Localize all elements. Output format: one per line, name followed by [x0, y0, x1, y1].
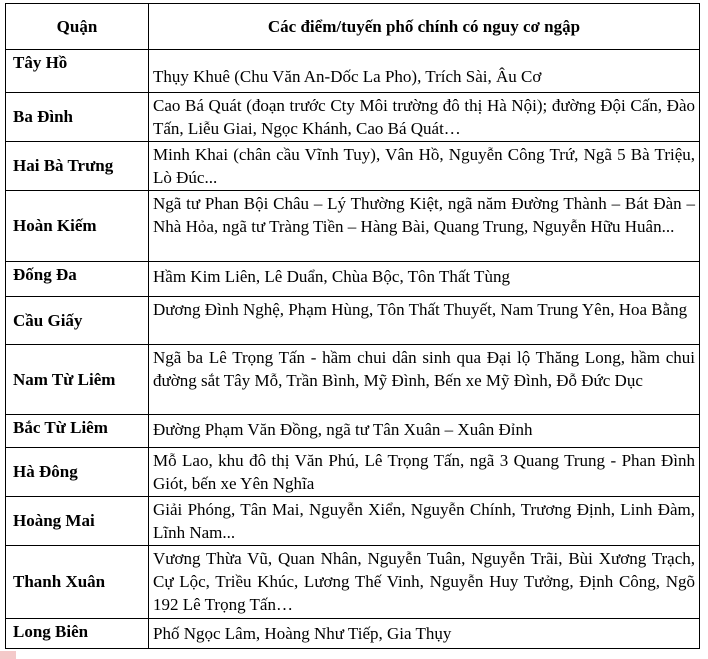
- table-row: [6, 93, 700, 142]
- district-name: Hai Bà Trưng: [6, 142, 149, 191]
- table-row: [6, 415, 700, 448]
- district-name: Long Biên: [6, 619, 149, 649]
- flood-streets: Phố Ngọc Lâm, Hoàng Như Tiếp, Gia Thụy: [149, 619, 700, 649]
- flood-streets: Đường Phạm Văn Đồng, ngã tư Tân Xuân – Xuân Đỉnh: [149, 415, 700, 448]
- table-row: [6, 191, 700, 262]
- district-name: Đống Đa: [6, 262, 149, 297]
- table-row: [6, 50, 700, 93]
- district-name: Hoàng Mai: [6, 497, 149, 546]
- table-row: [6, 546, 700, 619]
- district-name: Tây Hồ: [6, 50, 149, 93]
- district-name: Bắc Từ Liêm: [6, 415, 149, 448]
- table-row: [6, 619, 700, 649]
- flood-streets: Giải Phóng, Tân Mai, Nguyễn Xiển, Nguyễn Chính, Trương Định, Linh Đàm, Lĩnh Nam...: [149, 497, 700, 546]
- district-name: Nam Từ Liêm: [6, 345, 149, 415]
- flood-streets: Cao Bá Quát (đoạn trước Cty Môi trường đô thị Hà Nội); đường Đội Cấn, Đào Tấn, Liễu Giai, Ngọc Khánh, Cao Bá Quát…: [149, 93, 700, 142]
- flood-streets: Hầm Kim Liên, Lê Duẩn, Chùa Bộc, Tôn Thất Tùng: [149, 262, 700, 297]
- flood-streets: Dương Đình Nghệ, Phạm Hùng, Tôn Thất Thuyết, Nam Trung Yên, Hoa Bằng: [149, 297, 700, 345]
- district-name: Thanh Xuân: [6, 546, 149, 619]
- flood-streets: Ngã ba Lê Trọng Tấn - hầm chui dân sinh qua Đại lộ Thăng Long, hầm chui đường sắt Tây Mỗ, Trần Bình, Mỹ Đình, Bến xe Mỹ Đình, Đỗ Đức Dục: [149, 345, 700, 415]
- table-row: [6, 262, 700, 297]
- flood-risk-table: [5, 3, 700, 649]
- flood-streets: Ngã tư Phan Bội Châu – Lý Thường Kiệt, ngã năm Đường Thành – Bát Đàn – Nhà Hỏa, ngã tư Tràng Tiền – Hàng Bài, Quang Trung, Nguyễn Hữu Huân...: [149, 191, 700, 262]
- district-name: Hà Đông: [6, 448, 149, 497]
- table-row: [6, 142, 700, 191]
- header-streets: Các điểm/tuyến phố chính có nguy cơ ngập: [149, 4, 700, 50]
- table-row: [6, 297, 700, 345]
- flood-streets: Minh Khai (chân cầu Vĩnh Tuy), Vân Hồ, Nguyễn Công Trứ, Ngã 5 Bà Triệu, Lò Đúc...: [149, 142, 700, 191]
- table-row: [6, 497, 700, 546]
- flood-streets: Thụy Khuê (Chu Văn An-Dốc La Pho), Trích Sài, Âu Cơ: [149, 50, 700, 93]
- district-name: Ba Đình: [6, 93, 149, 142]
- corner-artifact: [0, 651, 16, 659]
- table-row: [6, 345, 700, 415]
- table-row: [6, 448, 700, 497]
- table-header-row: [6, 4, 700, 50]
- district-name: Hoàn Kiếm: [6, 191, 149, 262]
- header-district: Quận: [6, 4, 149, 50]
- district-name: Cầu Giấy: [6, 297, 149, 345]
- flood-streets: Vương Thừa Vũ, Quan Nhân, Nguyễn Tuân, Nguyễn Trãi, Bùi Xương Trạch, Cự Lộc, Triều Khúc, Lương Thế Vinh, Nguyễn Huy Tưởng, Định Công, Ngõ 192 Lê Trọng Tấn…: [149, 546, 700, 619]
- flood-streets: Mỗ Lao, khu đô thị Văn Phú, Lê Trọng Tấn, ngã 3 Quang Trung - Phan Đình Giót, bến xe Yên Nghĩa: [149, 448, 700, 497]
